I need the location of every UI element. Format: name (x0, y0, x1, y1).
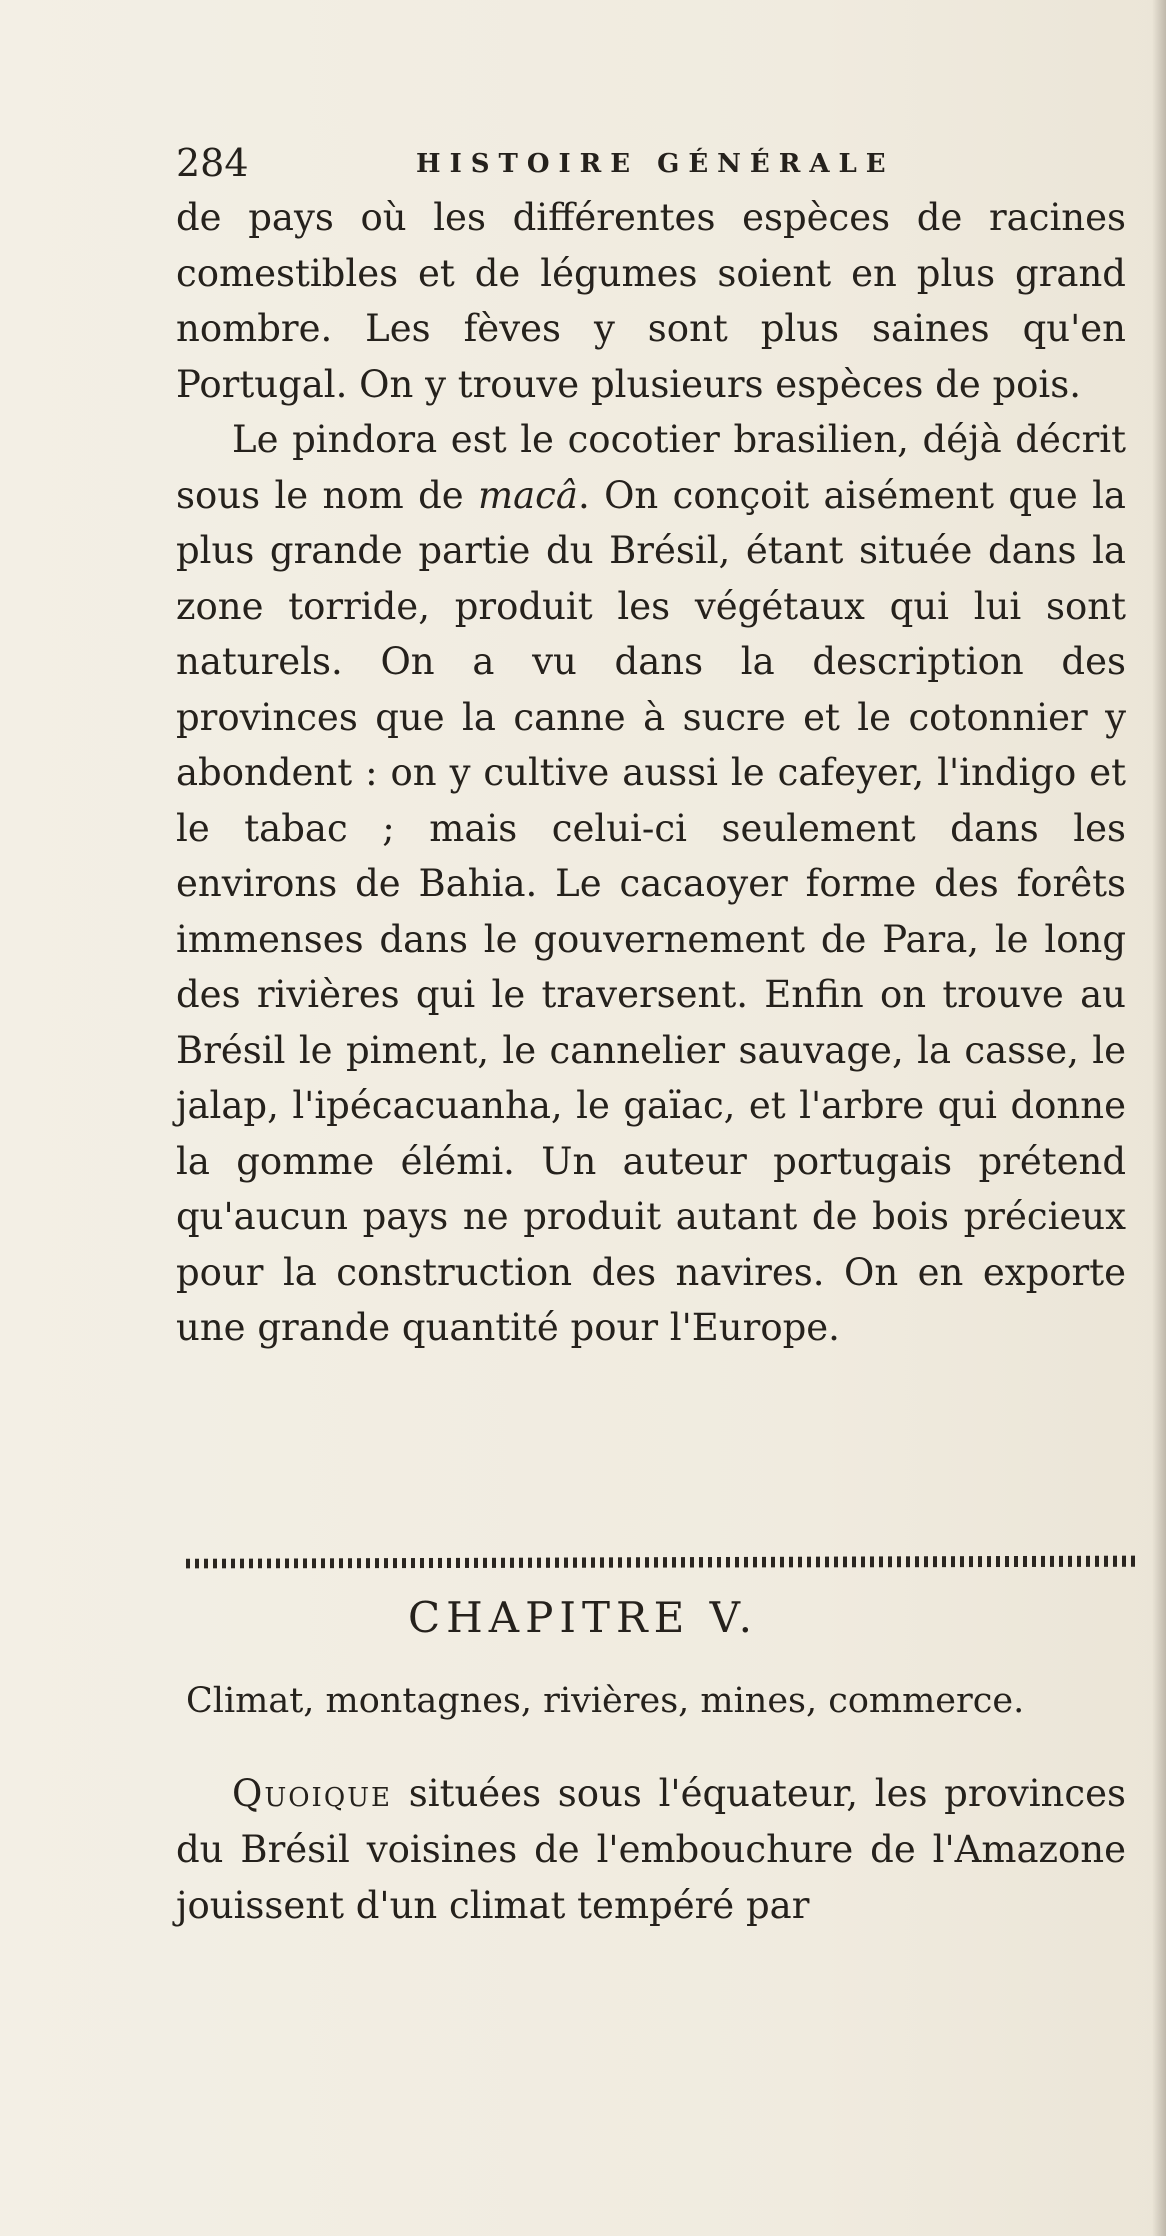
chapter-title: CHAPITRE V. (408, 1593, 758, 1642)
chapter-body (176, 1766, 1126, 1934)
paragraph-2-emphasis: macâ (478, 473, 578, 517)
running-head: HISTOIRE GÉNÉRALE (416, 149, 895, 179)
paragraph-1: de pays où les différentes espèces de racines comestibles et de légumes soient en plus grand nombre. Les fèves y sont plus saines qu'en Portugal. On y trouve plusieurs espèces de pois. (176, 196, 1126, 406)
body-text (176, 190, 1126, 1356)
paragraph-2-part-b: . On conçoit aisément que la plus grande partie du Brésil, étant située dans la zone torride, produit les végétaux qui lui sont naturels. On a vu dans la description des provinces que la canne à sucre et le cotonnier y abondent : on y cultive aussi le cafeyer, l'indigo et le tabac ; mais celui-ci seulement dans les environs de Bahia. Le cacaoyer forme des forêts immenses dans le gouvernement de Para, le long des rivières qui le traversent. Enfin on trouve au Brésil le piment, le cannelier sauvage, la casse, le jalap, l'ipécacuanha, le gaïac, et l'arbre qui donne la gomme élémi. Un auteur portugais prétend qu'aucun pays ne produit autant de bois précieux pour la construction des navires. On en exporte une grande quantité pour l'Europe. (176, 473, 1126, 1349)
page-number: 284 (176, 141, 249, 185)
paragraph-2-part-a: Le pindora est le cocotier brasilien, déjà décrit sous le nom de (176, 418, 1126, 517)
page-header (176, 138, 1106, 188)
paragraph-2 (176, 412, 1126, 1356)
ornamental-divider (186, 1554, 1136, 1570)
chapter-lead-word: Quoique (232, 1772, 393, 1815)
page-edge-shadow (1152, 0, 1166, 2236)
chapter-paragraph-1 (176, 1766, 1126, 1934)
chapter-paragraph-1-text: situées sous l'équateur, les provinces du Brésil voisines de l'embouchure de l'Amazone jouissent d'un climat tempéré par (176, 1772, 1126, 1927)
chapter-summary: Climat, montagnes, rivières, mines, commerce. (186, 1681, 1025, 1721)
